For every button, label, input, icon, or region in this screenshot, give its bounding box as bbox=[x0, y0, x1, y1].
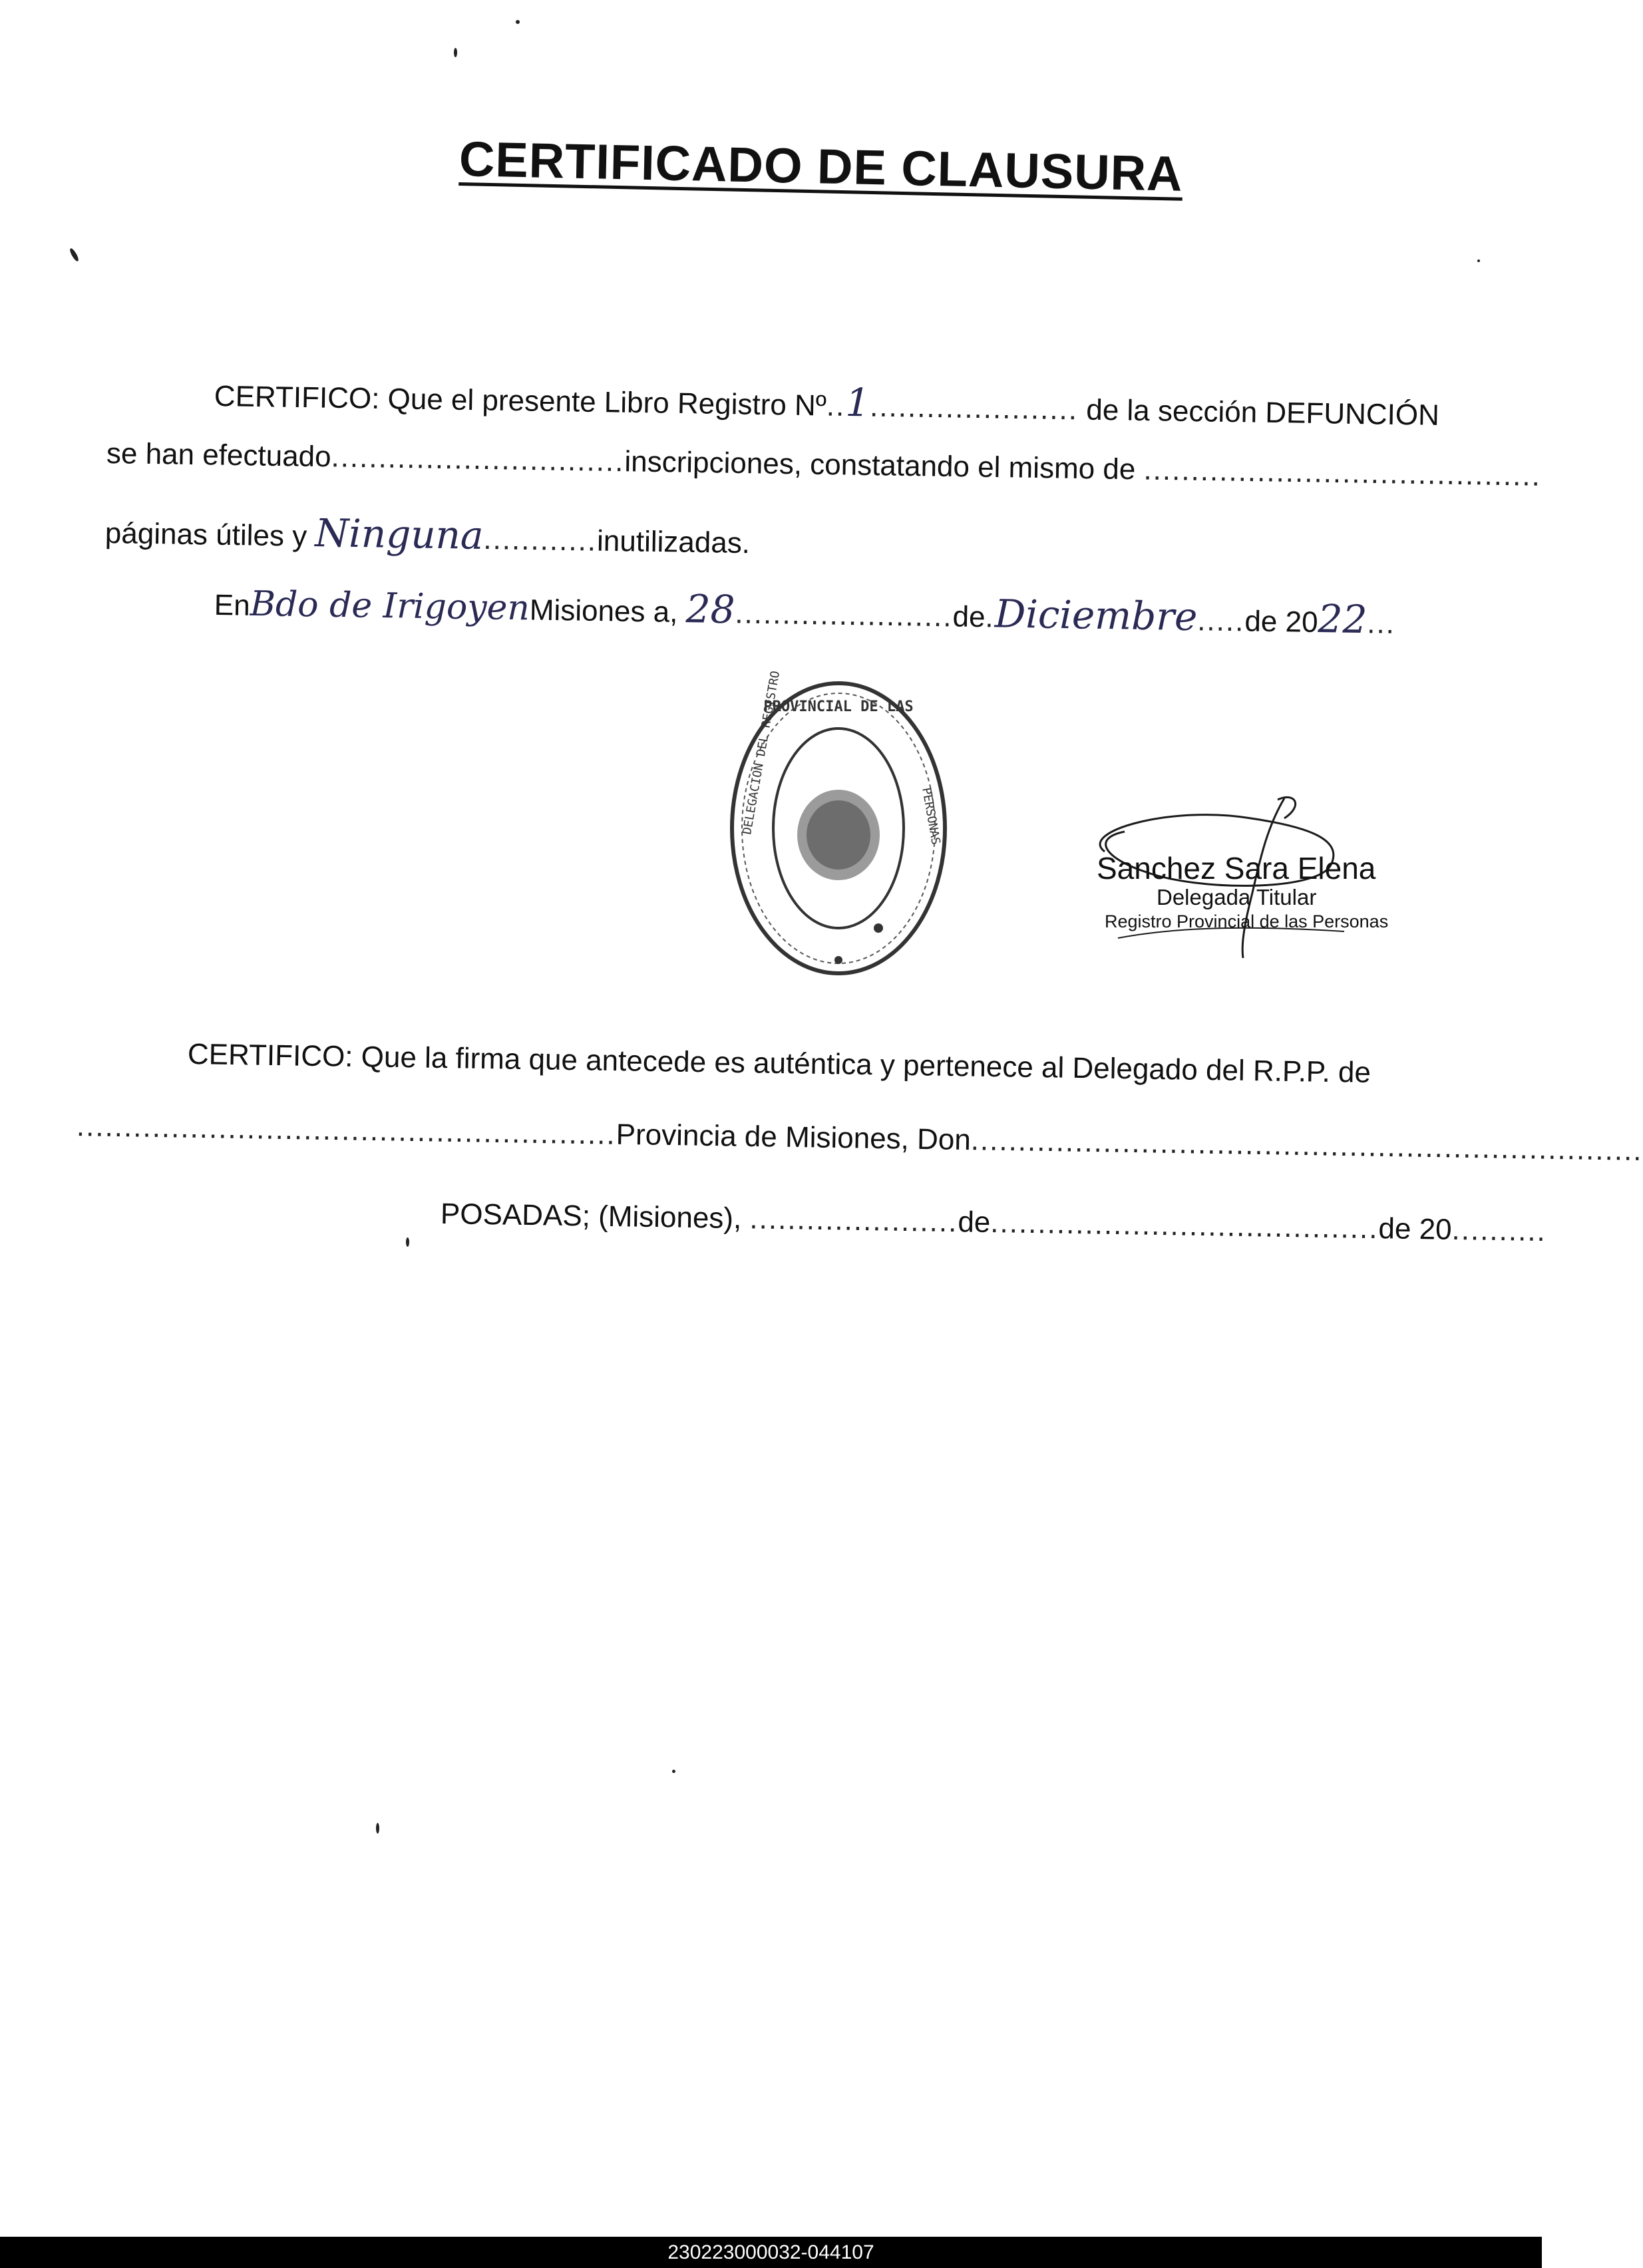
svg-text:PROVINCIAL DE LAS: PROVINCIAL DE LAS bbox=[763, 699, 914, 715]
para1-text: inutilizadas. bbox=[596, 524, 751, 560]
official-seal-stamp bbox=[712, 669, 965, 988]
signature-role: Delegada Titular bbox=[1157, 885, 1317, 909]
para2-text: Provincia de Misiones, Don bbox=[616, 1118, 972, 1157]
para1-text: inscripciones, constatando el mismo de bbox=[624, 445, 1136, 486]
scan-id-footer: 230223000032-044107 bbox=[0, 2237, 1542, 2268]
para1-line3: páginas útiles y Ninguna............inutilizadas. bbox=[104, 510, 751, 560]
handwritten-book-number: 1 bbox=[844, 379, 870, 426]
para1-text: Misiones a, bbox=[529, 593, 678, 629]
para2-text: de bbox=[958, 1206, 991, 1239]
handwritten-unused-pages: Ninguna bbox=[314, 510, 484, 558]
handwritten-month: Diciembre bbox=[994, 591, 1198, 640]
para2-line1: CERTIFICO: Que la firma que antecede es auténtica y pertenece al Delegado del R.P.P. de bbox=[187, 1038, 1371, 1089]
scan-speck bbox=[516, 20, 520, 24]
scan-speck bbox=[406, 1237, 409, 1247]
handwritten-place: Bdo de Irigoyen bbox=[250, 583, 530, 629]
handwritten-year: 22 bbox=[1318, 596, 1368, 643]
para2-line3: POSADAS; (Misiones), ......................de.........................................de 20.......... bbox=[440, 1198, 1547, 1248]
signature-organization: Registro Provincial de las Personas bbox=[1105, 911, 1389, 931]
para1-text: se han efectuado bbox=[106, 437, 331, 474]
para2-text: POSADAS; (Misiones), bbox=[440, 1198, 742, 1235]
para1-line1: CERTIFICO: Que el presente Libro Registro Nº..1...................... de la sección DEFUNCIÓN bbox=[214, 379, 1440, 432]
scan-speck bbox=[69, 247, 80, 263]
para1-line4: EnBdo de IrigoyenMisiones a, 28.......................de.Diciembre.....de 2022... bbox=[214, 583, 1396, 643]
scan-speck bbox=[672, 1770, 675, 1773]
scan-speck bbox=[454, 48, 457, 57]
scan-speck bbox=[376, 1823, 379, 1834]
para2-text: de 20 bbox=[1378, 1212, 1453, 1246]
para1-text: de 20 bbox=[1244, 605, 1318, 639]
para1-text: páginas útiles y bbox=[104, 517, 307, 553]
svg-text:DELEGACION DEL REGISTRO: DELEGACION DEL REGISTRO bbox=[740, 669, 783, 836]
handwritten-day: 28 bbox=[685, 586, 736, 633]
para1-text: CERTIFICO: Que el presente Libro Registro Nº bbox=[214, 380, 827, 422]
scan-speck bbox=[1477, 259, 1480, 262]
signature-name: Sanchez Sara Elena bbox=[1097, 851, 1376, 886]
document-title: CERTIFICADO DE CLAUSURA bbox=[458, 131, 1184, 202]
para1-text: de la sección DEFUNCIÓN bbox=[1085, 393, 1440, 432]
svg-text:PERSONAS: PERSONAS bbox=[919, 786, 943, 846]
para2-line2: .........................................................Provincia de Misiones, Don....................................................................... bbox=[76, 1110, 1643, 1167]
para1-line2: se han efectuado...............................inscripciones, constatando el mismo de .......................................... bbox=[106, 437, 1542, 492]
para1-text: En bbox=[214, 589, 251, 622]
para1-text: de bbox=[952, 600, 986, 634]
